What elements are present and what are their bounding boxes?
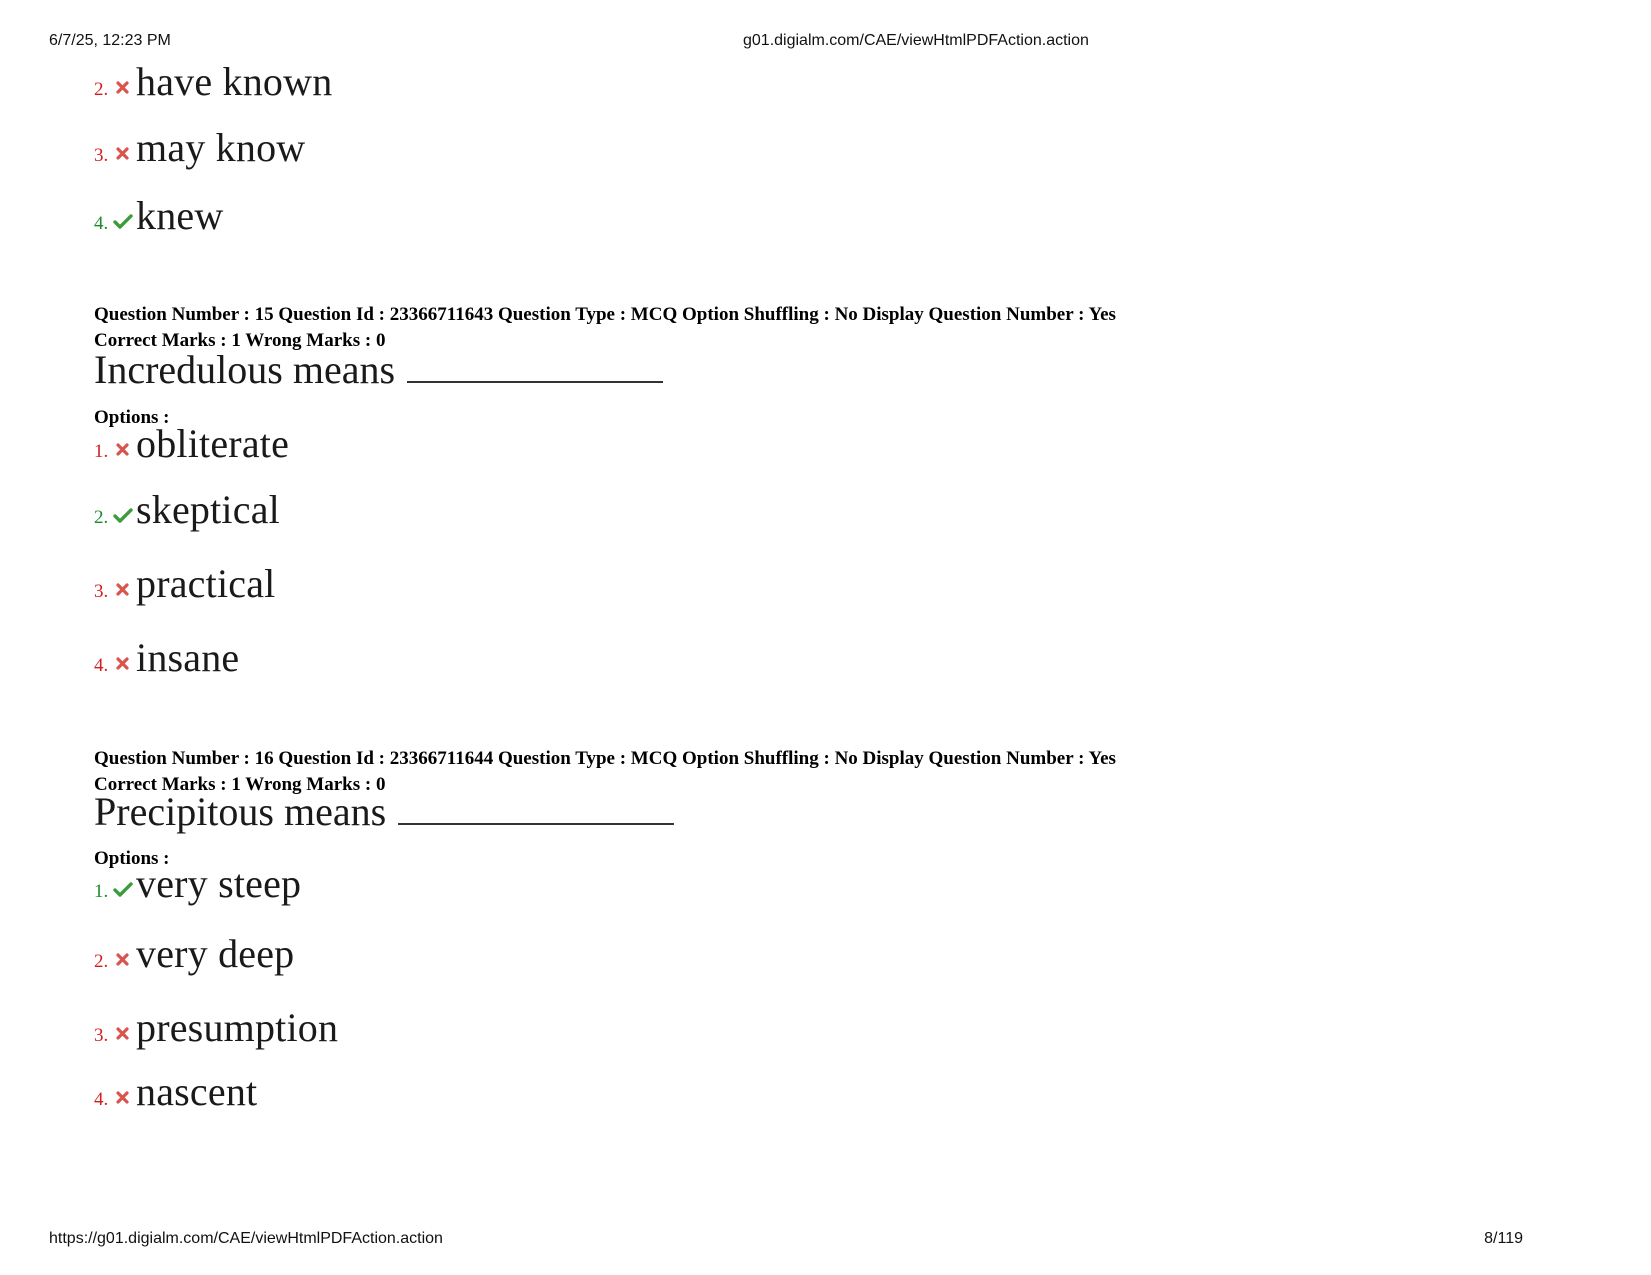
option-text: very deep: [136, 931, 295, 976]
option-item: [94, 860, 301, 907]
option-text: very steep: [136, 861, 302, 906]
question-stem: Incredulous means: [94, 347, 396, 392]
option-number: 1.: [94, 881, 109, 902]
option-text: knew: [136, 193, 224, 238]
option-item: [94, 420, 289, 467]
option-number: 2.: [94, 951, 109, 972]
question-meta-16: Question Number : 16 Question Id : 23366711644 Question Type : MCQ Option Shuffling : No Display Question Number : Yes: [94, 748, 1116, 769]
option-item: [94, 930, 294, 977]
option-item: [94, 1068, 257, 1115]
option-text: presumption: [136, 1005, 339, 1050]
option-item: [94, 1004, 338, 1051]
print-header-url: g01.digialm.com/CAE/viewHtmlPDFAction.action: [743, 32, 1089, 49]
check-icon: [112, 879, 134, 899]
cross-icon: [112, 1087, 134, 1107]
option-text: obliterate: [136, 421, 290, 466]
answer-blank: [398, 819, 674, 825]
option-item: [94, 58, 332, 105]
question-text-15: [94, 346, 663, 393]
cross-icon: [112, 143, 134, 163]
option-text: nascent: [136, 1069, 258, 1114]
option-number: 3.: [94, 145, 109, 166]
option-text: have known: [136, 59, 333, 104]
option-item: [94, 560, 275, 607]
cross-icon: [112, 77, 134, 97]
option-number: 3.: [94, 581, 109, 602]
question-marks-16: Correct Marks : 1 Wrong Marks : 0: [94, 774, 386, 795]
print-datetime: 6/7/25, 12:23 PM: [49, 32, 171, 49]
option-text: skeptical: [136, 487, 280, 532]
cross-icon: [112, 949, 134, 969]
option-item: [94, 192, 223, 239]
cross-icon: [112, 439, 134, 459]
print-footer-url: https://g01.digialm.com/CAE/viewHtmlPDFAction.action: [49, 1230, 443, 1247]
options-label: Options :: [94, 848, 170, 869]
option-number: 2.: [94, 79, 109, 100]
cross-icon: [112, 1023, 134, 1043]
question-text-16: [94, 788, 674, 835]
option-text: may know: [136, 125, 306, 170]
question-meta-15: Question Number : 15 Question Id : 23366711643 Question Type : MCQ Option Shuffling : No Display Question Number : Yes: [94, 304, 1116, 325]
option-number: 4.: [94, 655, 109, 676]
question-stem: Precipitous means: [94, 789, 387, 834]
option-number: 3.: [94, 1025, 109, 1046]
answer-blank: [407, 377, 663, 383]
check-icon: [112, 211, 134, 231]
option-item: [94, 124, 305, 171]
option-item: [94, 486, 280, 533]
option-text: practical: [136, 561, 276, 606]
options-label: Options :: [94, 407, 170, 428]
option-text: insane: [136, 635, 240, 680]
option-item: [94, 634, 239, 681]
option-number: 2.: [94, 507, 109, 528]
check-icon: [112, 505, 134, 525]
cross-icon: [112, 579, 134, 599]
page-number: 8/119: [1484, 1230, 1523, 1247]
question-marks-15: Correct Marks : 1 Wrong Marks : 0: [94, 330, 386, 351]
option-number: 4.: [94, 213, 109, 234]
option-number: 1.: [94, 441, 109, 462]
cross-icon: [112, 653, 134, 673]
option-number: 4.: [94, 1089, 109, 1110]
